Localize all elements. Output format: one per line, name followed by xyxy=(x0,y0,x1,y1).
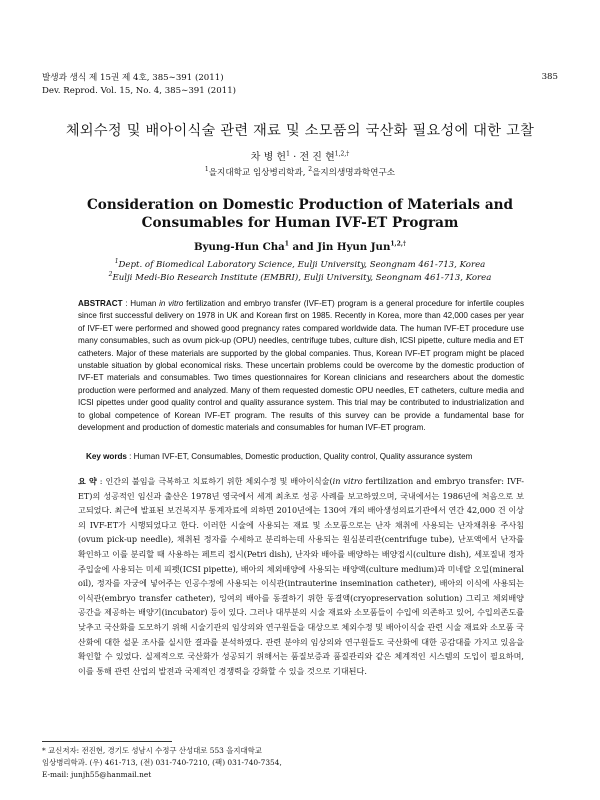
footnote-line: * 교신저자: 전진현, 경기도 성남시 수정구 산성대로 553 을지대학교 xyxy=(42,746,262,755)
author-name: Jin Hyun Jun xyxy=(317,241,391,253)
keywords xyxy=(86,452,526,461)
affiliation-line xyxy=(0,272,600,285)
affiliation-sup: 2 xyxy=(108,271,113,279)
abstract-ko-text: fertilization and embryo transfer: IVF-ET)의 성공적인 임신과 출산은 1978년 영국에서 세계 최초로 성공 사례를 보고하였으며, 국내에서는 1986년에 처음으로 보고되었다. 최근에 발표된 보건복지부 통계자료에 의하면 2010년에는 130여 개의 배아생성의료기관에서 연간 42,000 건 이상의 IVF-ET가 시행되었다고 한다. 이러한 시술에 사용되는 재료 및 소모품으로는 난자 채취에 사용되는 난자채취용 주사침(ovum pick-up needle), 채취된 정자를 수세하고 분리하는데 사용되는 원심분리관(centrifuge tube), 난포액에서 난자를 확인하고 이를 분리할 때 사용하는 페트리 접시(Petri dish), 난자와 배아를 배양하는 배양접시(culture dish), 세포질내 정자주입술에 사용되는 미세 피펫(ICSI pipette), 배아의 체외배양에 사용되는 배양액(culture medium)과 미네랄 오일(mineral oil), 정자를 자궁에 넣어주는 인공수정에 사용되는 이식관(intrauterine insemination catheter), 배아의 이식에 사용되는 이식관(embryo transfer catheter), 잉여의 배아를 동결하기 위한 동결액(cryopreservation solution) 그리고 체외배양 공간을 제공하는 배양기(incubator) 등이 있다. 그러나 대부분의 시술 재료와 소모품들이 수입에 의존하고 있어, 수입의존도를 낮추고 국산화를 도모하기 위해 시술기관의 임상의와 연구원들을 대상으로 체외수정 및 배아이식술 관련 시술 재료와 소모품 국산화에 대한 설문 조사를 실시한 결과를 분석하였다. 관련 분야의 임상의와 연구원들도 국산화에 대한 공감대를 가지고 있음을 확인할 수 있었다. 실제적으로 국산화가 성공되기 위해서는 품질보증과 품질관리와 같은 체계적인 시스템의 도입이 필요하며, 이를 통해 관련 산업의 발전과 국제적인 경쟁력을 강화할 수 있을 것으로 기대된다. xyxy=(78,476,524,676)
author-separator: · xyxy=(289,152,300,163)
authors-ko xyxy=(0,148,600,163)
author-conjunction: and xyxy=(288,241,318,253)
affiliation-line xyxy=(0,259,600,272)
journal-header xyxy=(42,72,236,97)
abstract-text: fertilization and embryo transfer (IVF-ET) program is a general procedure for infertile couples since first successful delivery on 1978 in UK and Korean first on 1985. Recently in Korea, more than 42,000 cases per year of IVF-ET were performed and showed good pregnancy rates compared worldwide data. The human IVF-ET procedure use many consumables, such as ovum pick-up (OPU) needles, centrifuge tubes, culture dish, ICSI pipette, culture media and ET catheters. Major of these materials are supported by the global companies. Thus, Korean IVF-ET program might be placed unstable situation by global economical risks. These uncertain problems could be overcome by the domestic production of IVF-ET materials and consumables. Two times questionnaires for Korean clinicians and researchers about the domestic production were performed and analyzed. Many of them requested domestic OPU needles, ET catheters, culture media and ICSI pipettes under good quality control and quality assurance system. This trial may be contributed to industrialization and to global competence of Korean IVF-ET program. The results of this survey can be provide a fundamental base for development and production of domestic materials and consumables for human IVF-ET program. xyxy=(78,299,524,433)
journal-citation-ko: 발생과 생식 제 15권 제 4호, 385∼391 (2011) xyxy=(42,73,224,83)
abstract-label: ABSTRACT xyxy=(78,299,123,308)
keywords-text: : Human IVF-ET, Consumables, Domestic production, Quality control, Quality assurance system xyxy=(126,452,473,461)
abstract-italic: in vitro xyxy=(159,299,184,308)
authors-en xyxy=(0,241,600,253)
affiliation-sup: 2 xyxy=(308,166,313,174)
keywords-label: Key words xyxy=(86,452,127,461)
affiliation-text: Eulji Medi-Bio Research Institute (EMBRI), Eulji University, Seongnam 461-713, Korea xyxy=(112,273,492,283)
abstract-ko-text: : 인간의 불임을 극복하고 치료하기 위한 체외수정 및 배아이식술( xyxy=(96,476,333,486)
author-sup: 1 xyxy=(284,240,289,248)
abstract-ko xyxy=(78,474,524,678)
affiliation-text: 을지대학교 임상병리학과, xyxy=(208,168,309,178)
paper-title-en: Consideration on Domestic Production of Materials and Consumables for Human IVF-ET Program xyxy=(86,197,514,231)
affiliation-sup: 1 xyxy=(114,258,119,266)
author-sup: 1,2,† xyxy=(334,150,350,158)
abstract-ko-italic: in vitro xyxy=(332,476,363,486)
footnote-line: 임상병리학과. (우) 461-713, (전) 031-740-7210, (팩) 031-740-7354, xyxy=(42,758,282,768)
footnote-divider xyxy=(42,741,172,742)
affiliation-text: 을지의생명과학연구소 xyxy=(312,168,396,178)
affiliation-text: Dept. of Biomedical Laboratory Science, Eulji University, Seongnam 461-713, Korea xyxy=(118,260,486,270)
footnote-email: E-mail: junjh55@hanmail.net xyxy=(42,770,152,780)
affiliation-ko xyxy=(0,166,600,178)
affiliation-en xyxy=(0,259,600,285)
author-sup: 1,2,† xyxy=(390,240,407,248)
paper-title-ko: 체외수정 및 배아이식술 관련 재료 및 소모품의 국산화 필요성에 대한 고찰 xyxy=(65,123,535,139)
abstract-ko-label: 요 약 xyxy=(78,476,97,486)
author-name: 전 진 현 xyxy=(299,152,335,163)
corresponding-author-footnote xyxy=(42,745,282,782)
affiliation-sup: 1 xyxy=(204,166,209,174)
abstract-text: : Human xyxy=(122,299,160,308)
journal-citation-en: Dev. Reprod. Vol. 15, No. 4, 385∼391 (2011) xyxy=(42,85,237,96)
abstract-en xyxy=(78,298,524,434)
author-name: Byung-Hun Cha xyxy=(193,241,285,253)
author-name: 차 병 헌 xyxy=(250,152,287,163)
author-sup: 1 xyxy=(286,150,290,158)
page-number: 385 xyxy=(541,72,558,82)
